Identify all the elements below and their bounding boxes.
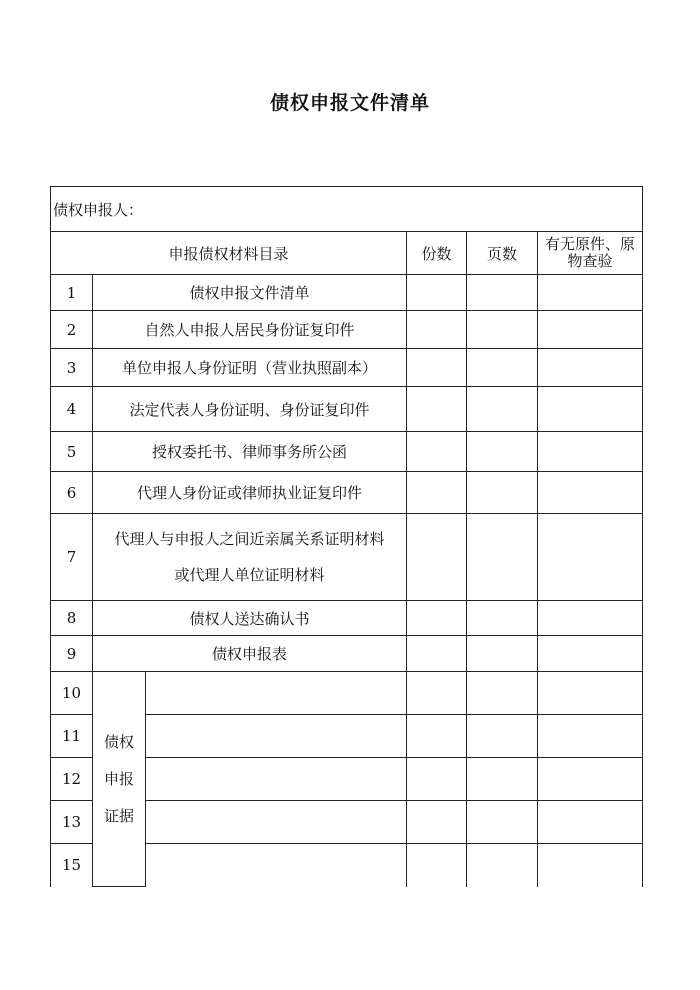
item-text: 单位申报人身份证明（营业执照副本） — [93, 349, 407, 387]
copies-cell — [407, 636, 467, 672]
table-row — [51, 432, 643, 472]
row-number: 1 — [51, 275, 93, 311]
table-row — [51, 601, 643, 636]
table-row — [51, 349, 643, 387]
evidence-label-line-3: 证据 — [103, 806, 134, 825]
pages-cell — [467, 844, 538, 887]
original-cell — [538, 758, 643, 801]
table-row — [51, 636, 643, 672]
header-copies: 份数 — [407, 232, 467, 275]
header-catalog: 申报债权材料目录 — [51, 232, 407, 275]
row-number: 10 — [51, 672, 93, 715]
evidence-label-line-1: 债权 — [103, 732, 134, 751]
evidence-item-cell — [146, 672, 407, 715]
pages-cell — [467, 514, 538, 601]
copies-cell — [407, 672, 467, 715]
item-text: 授权委托书、律师事务所公函 — [93, 432, 407, 472]
pages-cell — [467, 275, 538, 311]
copies-cell — [407, 514, 467, 601]
copies-cell — [407, 472, 467, 514]
header-pages: 页数 — [467, 232, 538, 275]
item-text: 债权人送达确认书 — [93, 601, 407, 636]
evidence-item-cell — [146, 715, 407, 758]
original-cell — [538, 311, 643, 349]
item-text-line-2: 或代理人单位证明材料 — [174, 566, 325, 584]
item-text: 法定代表人身份证明、身份证复印件 — [93, 387, 407, 432]
row-number: 12 — [51, 758, 93, 801]
original-cell — [538, 472, 643, 514]
copies-cell — [407, 432, 467, 472]
original-cell — [538, 601, 643, 636]
evidence-group-label — [93, 672, 146, 887]
copies-cell — [407, 715, 467, 758]
item-text: 债权申报表 — [93, 636, 407, 672]
original-cell — [538, 636, 643, 672]
evidence-item-cell — [146, 758, 407, 801]
original-cell — [538, 275, 643, 311]
table-row — [51, 387, 643, 432]
table-row — [51, 311, 643, 349]
item-text: 债权申报文件清单 — [93, 275, 407, 311]
row-number: 2 — [51, 311, 93, 349]
original-cell — [538, 349, 643, 387]
copies-cell — [407, 311, 467, 349]
row-number: 5 — [51, 432, 93, 472]
original-cell — [538, 844, 643, 887]
original-cell — [538, 514, 643, 601]
item-text-multiline — [93, 514, 407, 601]
row-number: 11 — [51, 715, 93, 758]
copies-cell — [407, 275, 467, 311]
item-text: 自然人申报人居民身份证复印件 — [93, 311, 407, 349]
pages-cell — [467, 601, 538, 636]
claim-document-table — [50, 186, 643, 887]
pages-cell — [467, 432, 538, 472]
pages-cell — [467, 758, 538, 801]
pages-cell — [467, 472, 538, 514]
original-cell — [538, 432, 643, 472]
pages-cell — [467, 672, 538, 715]
original-cell — [538, 715, 643, 758]
copies-cell — [407, 601, 467, 636]
document-title: 债权申报文件清单 — [269, 92, 430, 114]
pages-cell — [467, 801, 538, 844]
header-row — [51, 232, 643, 275]
applicant-label: 债权申报人： — [51, 187, 643, 232]
original-cell — [538, 801, 643, 844]
evidence-label-line-2: 申报 — [103, 769, 134, 788]
pages-cell — [467, 311, 538, 349]
row-number: 8 — [51, 601, 93, 636]
table-row — [51, 672, 643, 715]
pages-cell — [467, 349, 538, 387]
table-row — [51, 472, 643, 514]
table-row — [51, 275, 643, 311]
row-number: 9 — [51, 636, 93, 672]
row-number: 7 — [51, 514, 93, 601]
table-row — [51, 514, 643, 601]
copies-cell — [407, 349, 467, 387]
header-original: 有无原件、原物查验 — [538, 232, 643, 275]
item-text: 代理人身份证或律师执业证复印件 — [93, 472, 407, 514]
original-cell — [538, 672, 643, 715]
applicant-row — [51, 187, 643, 232]
evidence-item-cell — [146, 801, 407, 844]
evidence-item-cell — [146, 844, 407, 887]
original-cell — [538, 387, 643, 432]
copies-cell — [407, 844, 467, 887]
row-number: 13 — [51, 801, 93, 844]
copies-cell — [407, 758, 467, 801]
row-number: 4 — [51, 387, 93, 432]
copies-cell — [407, 801, 467, 844]
row-number: 3 — [51, 349, 93, 387]
copies-cell — [407, 387, 467, 432]
pages-cell — [467, 715, 538, 758]
row-number: 6 — [51, 472, 93, 514]
pages-cell — [467, 387, 538, 432]
item-text-line-1: 代理人与申报人之间近亲属关系证明材料 — [114, 530, 385, 548]
row-number: 15 — [51, 844, 93, 887]
pages-cell — [467, 636, 538, 672]
